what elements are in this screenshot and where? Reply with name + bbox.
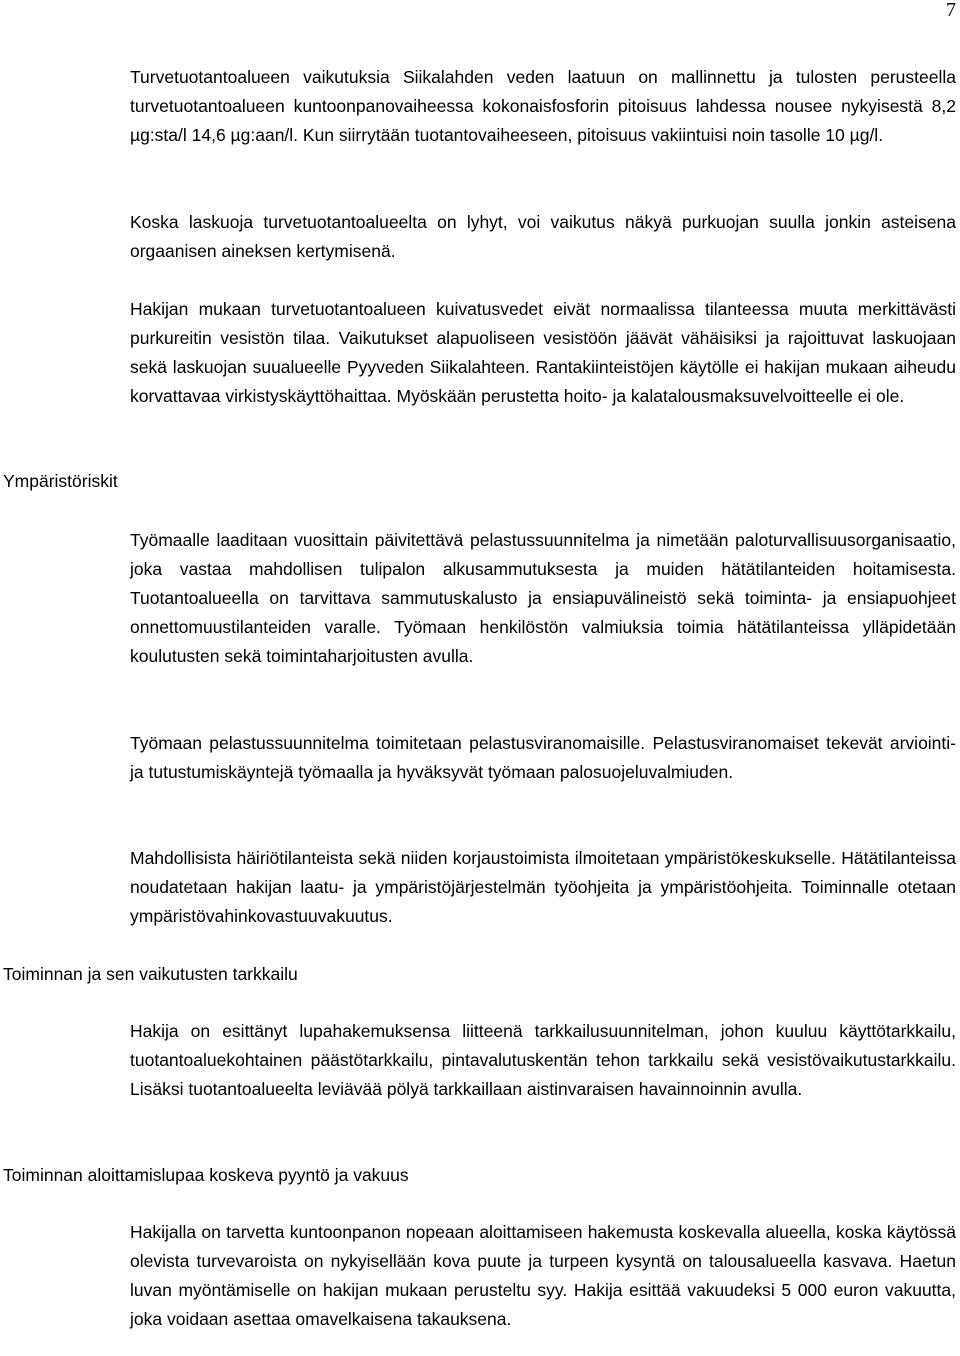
paragraph-drainage-effects: Hakijan mukaan turvetuotantoalueen kuivatusvedet eivät normaalissa tilanteessa muuta merkittävästi purkureitin vesistön tilaa. Vaikutukset alapuoliseen vesistöön jäävät vähäisiksi ja rajoittuvat laskuojaan sekä laskuojan suualueelle Pyyveden Siikalahteen. Rantakiinteistöjen käytölle ei hakijan mukaan aiheudu korvattavaa virkistyskäyttöhaittaa. Myöskään perustetta hoito- ja kalatalousmaksuvelvoitteelle ei ole. — [130, 299, 956, 406]
paragraph-outlet-accumulation: Koska laskuoja turvetuotantoalueelta on lyhyt, voi vaikutus näkyä purkuojan suulla jonkin asteisena orgaanisen aineksen kertymisenä. — [130, 212, 956, 261]
paragraph-monitoring-plan: Hakija on esittänyt lupahakemuksensa liitteenä tarkkailusuunnitelman, johon kuuluu käyttötarkkailu, tuotantoaluekohtainen päästötarkkailu, pintavalutuskentän tehon tarkkailu sekä vesistövaikutustarkkailu. Lisäksi tuotantoalueelta leviävää pölyä tarkkaillaan aistinvaraisen havainnoinnin avulla. — [130, 1021, 956, 1099]
paragraph-incident-reporting: Mahdollisista häiriötilanteista sekä niiden korjaustoimista ilmoitetaan ympäristökeskukselle. Hätätilanteissa noudatetaan hakijan laatu- ja ympäristöjärjestelmän työohjeita ja ympäristöohjeita. Toiminnalle otetaan ympäristövahinkovastuuvakuutus. — [130, 848, 956, 926]
heading-environmental-risks: Ympäristöriskit — [3, 471, 118, 491]
paragraph-start-permit-request: Hakijalla on tarvetta kuntoonpanon nopeaan aloittamiseen hakemusta koskevalla alueella, koska käytössä olevista turvevaroista on nykyisellään kova puute ja turpeen kysyntä on talousalueella kasvava. Haetun luvan myöntämiselle on hakijan mukaan perusteltu syy. Hakija esittää vakuudeksi 5 000 euron vakuutta, joka voidaan asettaa omavelkaisena takauksena. — [130, 1222, 956, 1329]
paragraph-rescue-authorities: Työmaan pelastussuunnitelma toimitetaan pelastusviranomaisille. Pelastusviranomaiset tekevät arviointi- ja tutustumiskäyntejä työmaalla ja hyväksyvät työmaan palosuojeluvalmiuden. — [130, 733, 956, 782]
heading-start-permit-and-security: Toiminnan aloittamislupaa koskeva pyyntö ja vakuus — [3, 1165, 409, 1185]
paragraph-water-quality-model: Turvetuotantoalueen vaikutuksia Siikalahden veden laatuun on mallinnettu ja tulosten perusteella turvetuotantoalueen kuntoonpanovaiheessa kokonaisfosforin pitoisuus lahdessa nousee nykyisestä 8,2 µg:sta/l 14,6 µg:aan/l. Kun siirrytään tuotantovaiheeseen, pitoisuus vakiintuisi noin tasolle 10 µg/l. — [130, 67, 956, 145]
page-number: 7 — [946, 0, 956, 21]
paragraph-rescue-plan: Työmaalle laaditaan vuosittain päivitettävä pelastussuunnitelma ja nimetään paloturvallisuusorganisaatio, joka vastaa mahdollisen tulipalon alkusammutuksesta ja muiden hätätilanteiden hoitamisesta. Tuotantoalueella on tarvittava sammutuskalusto ja ensiapuvälineistö sekä toiminta- ja ensiapuohjeet onnettomuustilanteiden varalle. Työmaan henkilöstön valmiuksia toimia hätätilanteissa ylläpidetään koulutusten sekä toimintaharjoitusten avulla. — [130, 530, 956, 666]
heading-monitoring: Toiminnan ja sen vaikutusten tarkkailu — [3, 964, 298, 984]
